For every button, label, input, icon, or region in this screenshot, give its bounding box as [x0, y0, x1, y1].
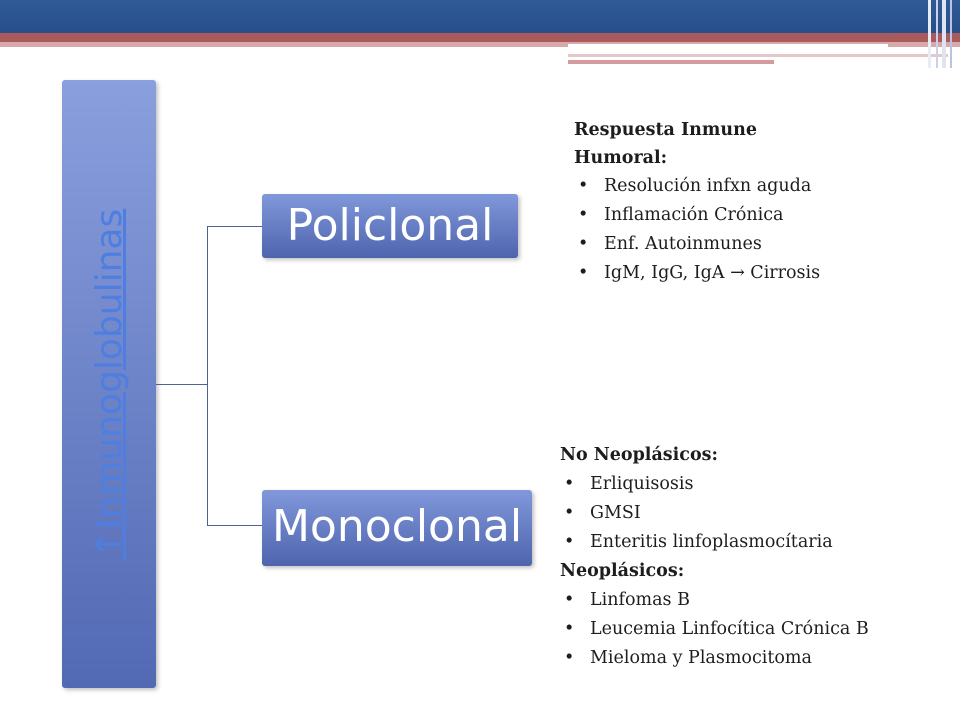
- non-neoplastic-heading: No Neoplásicos:: [560, 445, 718, 465]
- policlonal-node: Policlonal: [262, 194, 518, 258]
- list-item: • GMSI: [560, 499, 940, 528]
- header-vertical-bar: [942, 0, 946, 68]
- neoplastic-list: [560, 586, 940, 673]
- neoplastic-heading: Neoplásicos:: [560, 561, 685, 581]
- monoclonal-node: Monoclonal: [262, 490, 532, 566]
- arrow-up-icon: ↑: [89, 529, 130, 560]
- header-accent-line-short: [568, 60, 774, 64]
- header-white-line: [568, 44, 888, 50]
- non-neoplastic-list: [560, 470, 940, 557]
- root-node-text: Inmunoglobulinas: [89, 208, 130, 530]
- list-item: • Linfomas B: [560, 586, 940, 615]
- list-item: • Enteritis linfoplasmocítaria: [560, 528, 940, 557]
- header-red-band: [0, 33, 960, 42]
- header-vertical-bar: [950, 0, 952, 68]
- list-item: • Inflamación Crónica: [574, 201, 874, 230]
- list-item: • Resolución infxn aguda: [574, 172, 874, 201]
- header-accent-line: [568, 54, 948, 57]
- policlonal-heading-line2: Humoral:: [574, 148, 668, 168]
- root-node-label[interactable]: [80, 84, 140, 684]
- header-blue-band: [0, 0, 960, 33]
- list-item: • IgM, IgG, IgA → Cirrosis: [574, 259, 874, 288]
- connector-monoclonal: [207, 525, 262, 526]
- header-vertical-bar: [928, 0, 931, 68]
- list-item: • Enf. Autoinmunes: [574, 230, 874, 259]
- list-item: • Mieloma y Plasmocitoma: [560, 644, 940, 673]
- policlonal-notes: [574, 116, 874, 288]
- policlonal-list: [574, 172, 874, 288]
- connector-policlonal: [207, 226, 262, 227]
- monoclonal-notes: [560, 441, 940, 673]
- header-vertical-bar: [936, 0, 938, 68]
- connector-root: [156, 384, 208, 385]
- list-item: • Erliquisosis: [560, 470, 940, 499]
- policlonal-heading-line1: Respuesta Inmune: [574, 120, 757, 140]
- connector-vertical: [207, 226, 208, 526]
- list-item: • Leucemia Linfocítica Crónica B: [560, 615, 940, 644]
